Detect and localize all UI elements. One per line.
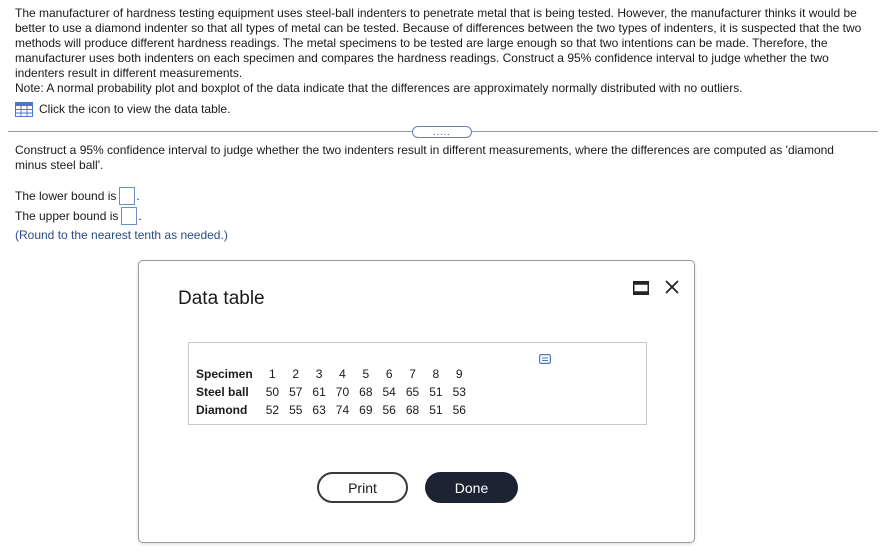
data-table: [193, 365, 471, 419]
data-table-link-row: [15, 101, 230, 117]
table-cell: 65: [405, 385, 420, 399]
table-cell: 57: [289, 385, 303, 399]
problem-statement: [15, 6, 875, 96]
upper-bound-label: The upper bound is: [15, 209, 119, 223]
table-cell: 8: [432, 367, 440, 381]
diamond-row: [193, 401, 471, 419]
table-cell: 68: [405, 403, 420, 417]
table-cell: 56: [382, 403, 396, 417]
data-table-container: [188, 342, 647, 425]
table-grid-icon[interactable]: [15, 102, 33, 117]
minimize-icon[interactable]: [633, 281, 649, 295]
lower-bound-input[interactable]: [119, 187, 135, 205]
expand-button[interactable]: .....: [412, 126, 472, 138]
table-cell: 7: [409, 367, 416, 381]
dialog-title: Data table: [178, 288, 265, 309]
rounding-hint: (Round to the nearest tenth as needed.): [15, 228, 228, 242]
problem-paragraph: The manufacturer of hardness testing equipment uses steel-ball indenters to penetrate metal that is being tested. However, the manufacturer thinks it would be better to use a diamond indenter so that all types of metal can be tested. Because of differences between the two types of indenters, it is suspected that the two methods will produce different hardness readings. The metal specimens to be tested are large enough so that two intentions can be made. Therefore, the manufacturer uses both indenters on each specimen and compares the hardness readings. Construct a 95% confidence interval to judge whether the two indenters result in different measurements.: [15, 6, 862, 80]
lower-bound-label: The lower bound is: [15, 189, 117, 203]
close-icon[interactable]: [663, 278, 681, 296]
data-table-dialog: [138, 260, 695, 543]
table-cell: 3: [315, 367, 323, 381]
upper-bound-row: [15, 207, 142, 225]
table-cell: 61: [312, 385, 326, 399]
table-cell: 68: [359, 385, 373, 399]
table-cell: 69: [359, 403, 373, 417]
table-cell: 74: [335, 403, 350, 417]
table-cell: 55: [289, 403, 303, 417]
table-cell: 70: [335, 385, 350, 399]
table-cell: 2: [292, 367, 300, 381]
table-cell: 6: [385, 367, 393, 381]
table-cell: 51: [429, 385, 443, 399]
row-header: Specimen: [196, 367, 253, 381]
table-cell: 52: [265, 403, 280, 417]
print-button[interactable]: Print: [317, 472, 408, 503]
table-cell: 50: [265, 385, 280, 399]
table-cell: 63: [312, 403, 326, 417]
period: .: [138, 209, 142, 223]
specimen-row: [193, 365, 471, 383]
done-button[interactable]: Done: [425, 472, 518, 503]
period: .: [136, 189, 140, 203]
table-cell: 4: [339, 367, 346, 381]
table-cell: 5: [362, 367, 370, 381]
table-cell: 51: [429, 403, 443, 417]
table-cell: 53: [452, 385, 466, 399]
row-header: Steel ball: [196, 385, 249, 399]
lower-bound-row: [15, 187, 140, 205]
table-cell: 56: [452, 403, 466, 417]
data-table-link-text[interactable]: Click the icon to view the data table.: [39, 102, 231, 116]
steel-ball-row: [193, 383, 471, 401]
problem-note: Note: A normal probability plot and boxplot of the data indicate that the differences are approximately normally distributed with no outliers.: [15, 81, 743, 95]
table-cell: 54: [382, 385, 396, 399]
table-cell: 1: [269, 367, 276, 381]
copy-icon[interactable]: [539, 351, 551, 361]
row-header: Diamond: [196, 403, 248, 417]
table-cell: 9: [455, 367, 463, 381]
question-text: Construct a 95% confidence interval to judge whether the two indenters result in different measurements, where the differences are computed as 'diamond minus steel ball'.: [15, 143, 834, 172]
upper-bound-input[interactable]: [121, 207, 137, 225]
